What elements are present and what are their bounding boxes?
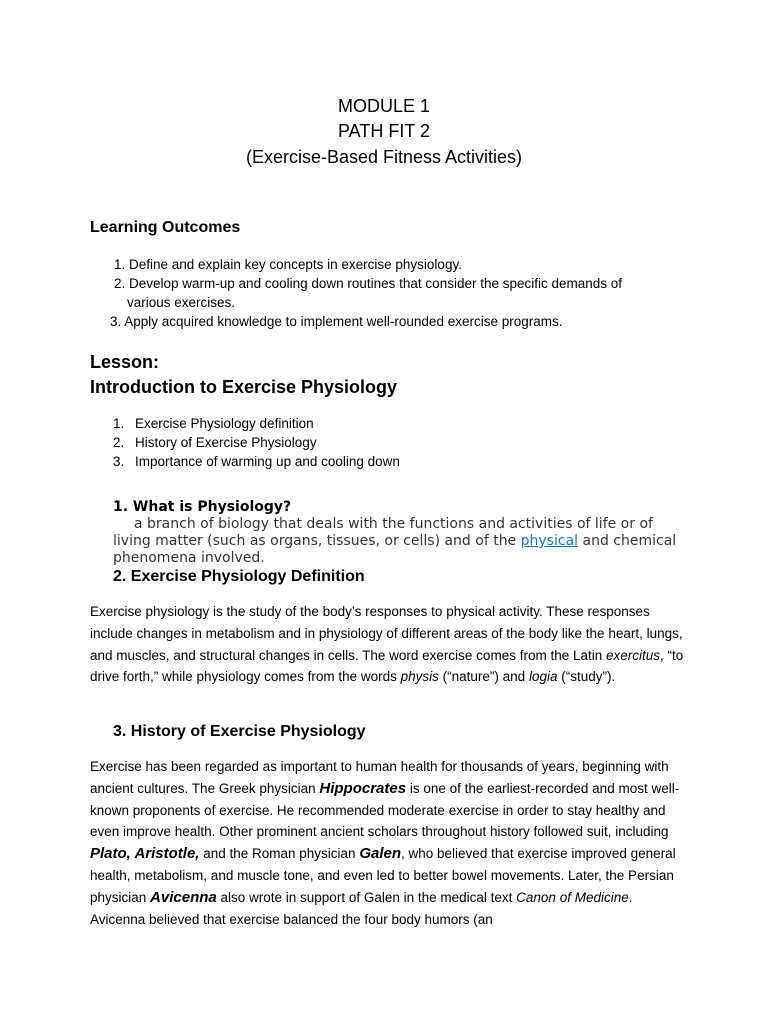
course-subtitle: (Exercise-Based Fitness Activities) (245, 147, 523, 167)
name-galen: Galen (359, 845, 402, 863)
term-logia: logia (528, 669, 558, 685)
topic-item: Exercise Physiology definition (135, 416, 314, 431)
outcome-item: 1. Define and explain key concepts in exercise physiology. (114, 257, 462, 272)
section-heading-physiology: 1. What is Physiology? (113, 499, 292, 515)
physical-link[interactable]: physical (520, 533, 579, 549)
outcome-item: 2. Develop warm-up and cooling down routines that consider the specific demands of (114, 276, 623, 291)
definition-text-end: and chemical phenomena involved. (113, 533, 677, 566)
term-physis: physis (400, 669, 439, 685)
topic-item: History of Exercise Physiology (135, 435, 317, 450)
section-heading-history: 3. History of Exercise Physiology (113, 723, 366, 740)
topic-number: 3. (113, 454, 125, 469)
history-paragraph: Exercise has been regarded as important to human health for thousands of years, beginning with ancient cultures. The Greek physician Hippocrates is one of the earliest-recorded and most well-known proponents of exercise. He recommended moderate exercise in order to stay healthy and even improve health. Other prominent ancient scholars throughout history followed suit, including Plato, Aristotle, and the Roman physician Galen, who believed that exercise improved general health, metabolism, and muscle tone, and even led to better bowel movements. Later, the Persian physician Avicenna also wrote in support of Galen in the medical text Canon of Medicine. Avicenna believed that exercise balanced the four body humors (an (90, 759, 680, 927)
module-title: MODULE 1 (337, 96, 431, 116)
definition-paragraph: Exercise physiology is the study of the body’s responses to physical activity. These responses include changes in metabolism and in physiology of different areas of the body like the heart, lungs, and muscles, and structural changes in cells. The word exercise comes from the Latin exercitus, “to drive forth,” while physiology comes from the words physis (“nature”) and logia (“study”). (90, 604, 684, 685)
definition-text: a branch of biology that deals with the functions and activities of life or of living matter (such as organs, tissues, or cells) and of the (113, 516, 653, 549)
topic-number: 2. (113, 435, 125, 450)
course-title: PATH FIT 2 (337, 121, 430, 141)
name-avicenna: Avicenna (150, 888, 217, 906)
section-heading-definition: 2. Exercise Physiology Definition (113, 568, 365, 585)
outcome-item-continued: various exercises. (127, 295, 236, 310)
name-hippocrates: Hippocrates (319, 779, 407, 797)
title-canon-of-medicine: Canon of Medicine (516, 889, 629, 905)
name-plato-aristotle: Plato, Aristotle, (90, 845, 200, 863)
lesson-label: Lesson: (90, 352, 160, 372)
topic-number: 1. (113, 416, 125, 431)
outcome-item: 3. Apply acquired knowledge to implement well-rounded exercise programs. (110, 314, 563, 329)
learning-outcomes-heading: Learning Outcomes (90, 219, 241, 236)
lesson-title: Introduction to Exercise Physiology (90, 377, 398, 397)
term-exercitus: exercitus (606, 647, 661, 663)
topic-item: Importance of warming up and cooling down (135, 454, 400, 469)
physiology-definition (113, 516, 683, 567)
